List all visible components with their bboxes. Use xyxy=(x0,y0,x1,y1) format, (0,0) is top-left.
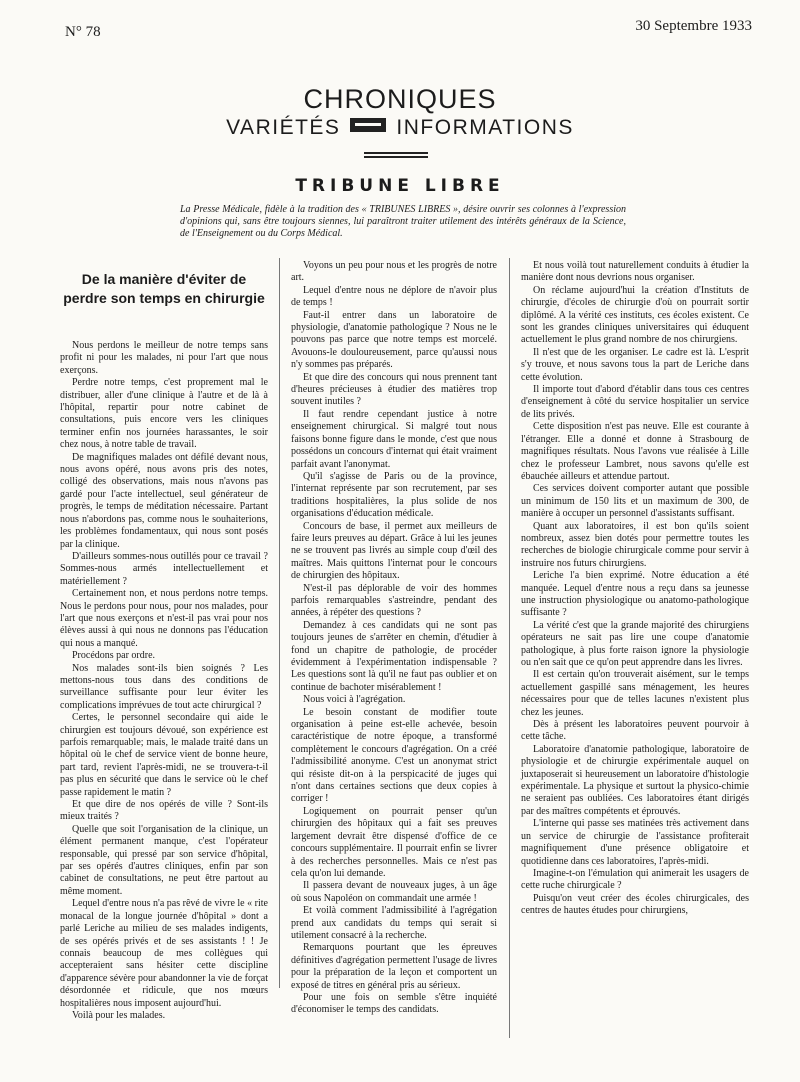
paragraph: L'interne qui passe ses matinées très activement dans un service de chirurgie de l'assistance profiterait magnifiquement d'une présence obligatoire et quotidienne dans ces laboratoires, l'après-midi. xyxy=(521,818,749,867)
paragraph: Leriche l'a bien exprimé. Notre éducation a été manquée. Lequel d'entre nous a reçu dans sa jeunesse une instruction physiologique ou anatomo-pathologique suffisante ? xyxy=(521,570,749,619)
paragraph: Ces services doivent comporter autant que possible un minimum de 150 lits et un maximum de 300, de manière à occuper un personnel d'assistants suffisant. xyxy=(521,483,749,520)
article-column-3 xyxy=(521,260,749,918)
masthead-subtitle xyxy=(0,116,800,140)
paragraph: Lequel d'entre nous ne déplore de n'avoir plus de temps ! xyxy=(291,284,497,309)
paragraph: Et que dire de nos opérés de ville ? Sont-ils mieux traités ? xyxy=(60,799,268,823)
article-column-1 xyxy=(60,340,268,1022)
paragraph: Certainement non, et nous perdons notre temps. Nous le perdons pour nous, pour nos malades, pour l'art que nous exerçons et n'est-il pas vrai pour nos élèves aussi à qui nous ne donnons pas l'éducation qui nous a manqué. xyxy=(60,588,268,649)
paragraph: N'est-il pas déplorable de voir des hommes parfois remarquables s'astreindre, pendant des années, à répéter des questions ? xyxy=(291,582,497,619)
paragraph: Il est certain qu'on trouverait aisément, sur le temps actuellement gaspillé sans ménagement, les heures nécessaires pour que de telles lacunes n'existent plus chez les jeunes. xyxy=(521,669,749,718)
article-column-2 xyxy=(291,260,497,1017)
paragraph: D'ailleurs sommes-nous outillés pour ce travail ? Sommes-nous armés intellectuellement et matériellement ? xyxy=(60,550,268,587)
paragraph: Perdre notre temps, c'est proprement mal le distribuer, aller d'une clinique à l'autre et de là à l'hôpital, repartir pour notre cabinet de consultations, puis encore vers les cliniques terminer enfin nos journées harassantes, le soir chez nous, à notre table de travail. xyxy=(60,377,268,451)
paragraph: Quant aux laboratoires, il est bon qu'ils soient nombreux, assez bien dotés pour permettre toutes les recherches de biologie chirurgicale comme pour servir à instruire nos futurs chirurgiens. xyxy=(521,520,749,569)
paragraph: Procédons par ordre. xyxy=(72,650,156,662)
issue-number: N° 78 xyxy=(65,24,101,40)
paragraph: Quelle que soit l'organisation de la clinique, un élément permanent manque, c'est l'opérateur responsable, qui pressé par son service d'hôpital, par ses opérés d'autres cliniques, enfin par son cabinet de consultations, ne peut être partout au même moment. xyxy=(60,823,268,897)
paragraph: Puisqu'on veut créer des écoles chirurgicales, des centres de hautes études pour chirurgiens, xyxy=(521,892,749,917)
paragraph: Demandez à ces candidats qui ne sont pas toujours jeunes de s'arrêter en chemin, d'étudier à fond un chapitre de pathologie, de procéder évidemment à l'expérimentation indispensable ? Les questions sont là qu'il ne faut pas oublier et on continue de bachoter misérablement ! xyxy=(291,619,497,693)
paragraph: Qu'il s'agisse de Paris ou de la province, l'internat représente par son recrutement, par ses traditions hospitalières, la plus solide de nos organisations d'éducation médicale. xyxy=(291,470,497,520)
paragraph: Nos malades sont-ils bien soignés ? Les mettons-nous tous dans des conditions de surveillance suffisante pour leur éviter les complications imprévues de tout acte chirurgical ? xyxy=(60,662,268,711)
paragraph: Certes, le personnel secondaire qui aide le chirurgien est toujours dévoué, son expérience est parfois remarquable; mais, le malade traité dans un hôpital où le chef de service vient de bonne heure, part tard, revient l'après-midi, ne se trouvera-t-il pas plus en sécurité que dans le service où le chef passe rapidement le matin ? xyxy=(60,712,268,798)
paragraph: Faut-il entrer dans un laboratoire de physiologie, d'anatomie pathologique ? Nous ne le pouvons pas parce que notre temps est morcelé. Avouons-le douloureusement, parce qu'aussi nous n'y sommes pas préparés. xyxy=(291,309,497,371)
section-intro: La Presse Médicale, fidèle à la tradition des « TRIBUNES LIBRES », désire ouvrir ses colonnes à l'expression d'opinions qui, sans être toujours siennes, lui paraîtront traiter utilement des intérêts généraux de la Science, de l'Enseignement ou du Corps Médical. xyxy=(180,204,626,239)
issue-date: 30 Septembre 1933 xyxy=(635,18,752,34)
paragraph: Imagine-t-on l'émulation qui animerait les usagers de cette ruche chirurgicale ? xyxy=(521,867,749,892)
paragraph: Lequel d'entre nous n'a pas rêvé de vivre le « rite monacal de la longue journée d'hôpital » dont a parlé Leriche au milieu de ses malades indigents, de ses opérés privés et de ses assistants ! ! Je connais beaucoup de mes collègues qui accepteraient sans hésiter cette discipline d'apparence sévère pour abandonner la vie de forçat désordonnée et ridicule, que nos mœurs hospitalières nous imposent aujourd'hui. xyxy=(60,898,268,1009)
paragraph: De magnifiques malades ont défilé devant nous, nous avons opéré, nous avons pris des notes, colligé des observations, mais nous n'avons pas gardé pour l'acte intellectuel, seul générateur de progrès, le temps de méditation nécessaire. Partant nous n'abordons pas, comme nous le souhaiterions, les problèmes fondamentaux, qui nous sont posés par la clinique. xyxy=(60,451,268,550)
paragraph: Il importe tout d'abord d'établir dans tous ces centres d'enseignement à côté du service hospitalier un service de lits privés. xyxy=(521,384,749,420)
paragraph: La vérité c'est que la grande majorité des chirurgiens opérateurs ne sait pas lire une coupe d'anatomie pathologique, à plus forte raison ignore la physiologie ou n'en sait que ce qu'on peut apprendre dans les livres. xyxy=(521,619,749,668)
paragraph: Il faut rendre cependant justice à notre enseignement chirurgical. Si malgré tout nous faisons bonne figure dans le monde, c'est que nous possédons un concours d'internat qui était vraiment parfait avant l'anonymat. xyxy=(291,408,497,470)
paragraph: Il passera devant de nouveaux juges, à un âge où sous Napoléon on commandait une armée ! xyxy=(291,880,497,904)
paragraph: Nous perdons le meilleur de notre temps sans profit ni pour les malades, ni pour l'art que nous exerçons. xyxy=(60,340,268,376)
paragraph: Nous voici à l'agrégation. xyxy=(303,694,406,706)
article-title: De la manière d'éviter de perdre son temps en chirurgie xyxy=(63,271,265,306)
paragraph: Logiquement on pourrait penser qu'un chirurgien des hôpitaux qui a fait ses preuves largement devrait être dispensé d'office de ce concours supplémentaire. Il pourrait enfin se livrer à des recherches personnelles. Mais ce n'est pas cela qu'on lui demande. xyxy=(291,805,497,879)
paragraph: Voyons un peu pour nous et les progrès de notre art. xyxy=(291,260,497,284)
paragraph: Concours de base, il permet aux meilleurs de faire leurs preuves au départ. Grâce à lui les jeunes ne se trouvent pas livrés au simple coup d'œil des maîtres. Mais quittons l'internat pour le concours de chirurgien des hôpitaux. xyxy=(291,520,497,582)
paragraph: Dès à présent les laboratoires peuvent pourvoir à cette tâche. xyxy=(521,719,749,743)
section-title: TRIBUNE LIBRE xyxy=(295,176,505,196)
masthead-left: VARIÉTÉS xyxy=(226,116,341,139)
paragraph: Le besoin constant de modifier toute organisation à peine est-elle achevée, besoin caractéristique de notre époque, a transformé complètement le concours d'agrégation. On a créé l'admissibilité anonyme. C'est un anonymat strict qui résiste dit-on à la perspicacité de juges qui n'ont dans certaines sections que deux copies à corriger ! xyxy=(291,706,497,805)
paragraph: Voilà pour les malades. xyxy=(72,1009,166,1021)
paragraph: Et que dire des concours qui nous prennent tant d'heures précieuses à étudier des matières trop souvent inutiles ? xyxy=(291,371,497,408)
column-divider xyxy=(509,258,510,1038)
paragraph: Et nous voilà tout naturellement conduits à étudier la manière dont nous devrions nous organiser. xyxy=(521,260,749,284)
masthead-right: INFORMATIONS xyxy=(396,116,574,139)
paragraph: On réclame aujourd'hui la création d'Instituts de chirurgie, d'écoles de chirurgie d'où on pourrait sortir diplômé. A la vérité ces instituts, ces écoles existent. Ce sont les grandes cliniques universitaires qui éduquent actuellement le plus grand nombre de nos chirurgiens. xyxy=(521,284,749,346)
paragraph: Laboratoire d'anatomie pathologique, laboratoire de physiologie et de chirurgie expérimentale auquel on juxtaposerait si heureusement un laboratoire d'histologie expérimentale. La physique et surtout la physico-chimie ne seraient pas oubliées. Ces laboratoires étant dirigés par des maîtres compétents et éprouvés. xyxy=(521,743,749,817)
masthead-ornament-icon xyxy=(350,118,386,132)
column-divider xyxy=(279,258,280,988)
masthead-rule-bottom xyxy=(364,156,428,158)
paragraph: Pour une fois on semble s'être inquiété d'économiser le temps des candidats. xyxy=(291,991,497,1016)
masthead-rule-top xyxy=(364,152,428,154)
paragraph: Cette disposition n'est pas neuve. Elle est courante à l'étranger. Elle a donné et donne à Strasbourg de magnifiques résultats. Nous l'avons vue réalisée à Lille chez le professeur Lambret, nous savons qu'elle est ébauchée ailleurs et attendue partout. xyxy=(521,421,749,482)
paragraph: Remarquons pourtant que les épreuves définitives d'agrégation permettent l'usage de livres pour la préparation de la leçon et comportent un exposé de titres en général pris au sérieux. xyxy=(291,942,497,991)
masthead-title: CHRONIQUES xyxy=(303,84,497,114)
paragraph: Et voilà comment l'admissibilité à l'agrégation prend aux candidats du temps qui serait si utilement consacré à la recherche. xyxy=(291,905,497,941)
paragraph: Il n'est que de les organiser. Le cadre est là. L'esprit s'y trouve, et nous savons tous la part de Leriche dans cette évolution. xyxy=(521,346,749,383)
